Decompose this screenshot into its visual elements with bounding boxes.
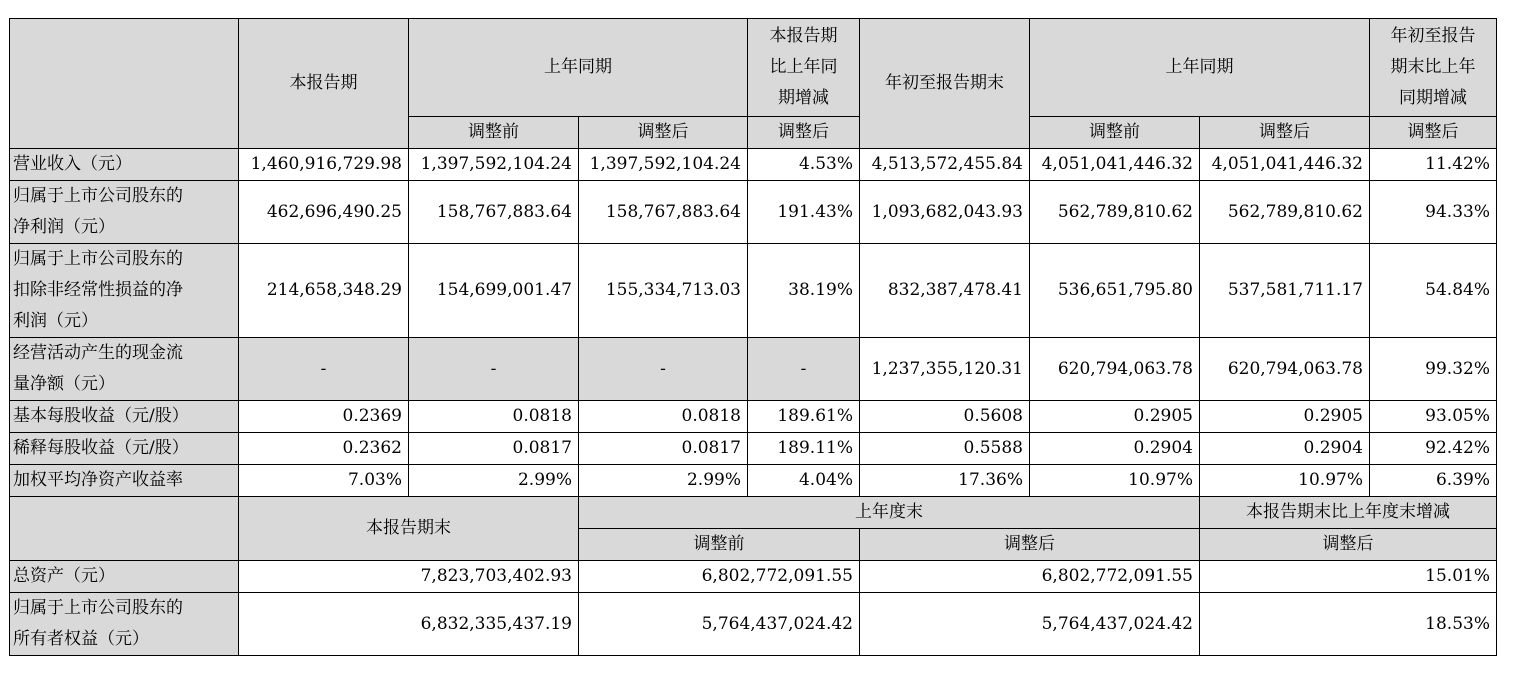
cell-value: 11.42% <box>1370 149 1497 181</box>
cell-value: 10.97% <box>1030 465 1200 497</box>
row-label <box>10 593 239 656</box>
header-ytd-change-line: 期末比上年 <box>1390 57 1476 77</box>
header2-before-adj: 调整前 <box>579 529 860 561</box>
cell-value: - <box>579 338 748 401</box>
cell-value: 562,789,810.62 <box>1200 181 1370 244</box>
cell-value: 158,767,883.64 <box>579 181 748 244</box>
table-row <box>10 181 1497 244</box>
cell-value: 158,767,883.64 <box>409 181 579 244</box>
cell-value: 7,823,703,402.93 <box>239 561 579 593</box>
cell-value: 6,802,772,091.55 <box>579 561 860 593</box>
header-before-adj-2: 调整前 <box>1030 117 1200 149</box>
header2-period-end: 本报告期末 <box>239 497 579 561</box>
header-after-adj: 调整后 <box>579 117 748 149</box>
financial-table-container <box>9 18 1497 656</box>
header-ytd-change-line: 年初至报告 <box>1390 26 1476 46</box>
cell-value: 92.42% <box>1370 433 1497 465</box>
cell-value: 94.33% <box>1370 181 1497 244</box>
header2-change: 本报告期末比上年度末增减 <box>1200 497 1497 529</box>
cell-value: 154,699,001.47 <box>409 244 579 338</box>
row-label <box>10 465 239 497</box>
header2-after-adj: 调整后 <box>860 529 1200 561</box>
row-label <box>10 181 239 244</box>
cell-value: 562,789,810.62 <box>1030 181 1200 244</box>
cell-value: 537,581,711.17 <box>1200 244 1370 338</box>
cell-value: 0.5588 <box>860 433 1030 465</box>
cell-value: 1,397,592,104.24 <box>579 149 748 181</box>
cell-value: 4,051,041,446.32 <box>1200 149 1370 181</box>
header2-change-after-adj: 调整后 <box>1200 529 1497 561</box>
cell-value: 6,802,772,091.55 <box>860 561 1200 593</box>
cell-value: 4.04% <box>748 465 860 497</box>
row-label-line: 经营活动产生的现金流 <box>13 343 183 363</box>
cell-value: 536,651,795.80 <box>1030 244 1200 338</box>
cell-value: 54.84% <box>1370 244 1497 338</box>
cell-value: 1,460,916,729.98 <box>239 149 409 181</box>
cell-value: 38.19% <box>748 244 860 338</box>
cell-value: - <box>239 338 409 401</box>
header2-last-year-end: 上年度末 <box>579 497 1200 529</box>
cell-value: 0.0818 <box>409 401 579 433</box>
row-label-line: 归属于上市公司股东的 <box>13 249 183 269</box>
cell-value: 0.5608 <box>860 401 1030 433</box>
cell-value: 462,696,490.25 <box>239 181 409 244</box>
row-label-line: 净利润（元） <box>13 217 115 237</box>
cell-value: 2.99% <box>579 465 748 497</box>
cell-value: 6.39% <box>1370 465 1497 497</box>
cell-value: 155,334,713.03 <box>579 244 748 338</box>
row-label-line: 所有者权益（元） <box>13 629 149 649</box>
table-row <box>10 465 1497 497</box>
cell-value: 1,237,355,120.31 <box>860 338 1030 401</box>
cell-value: - <box>748 338 860 401</box>
header-change-line: 比上年同 <box>769 57 838 77</box>
cell-value: 4,513,572,455.84 <box>860 149 1030 181</box>
cell-value: 6,832,335,437.19 <box>239 593 579 656</box>
cell-value: 99.32% <box>1370 338 1497 401</box>
cell-value: 1,397,592,104.24 <box>409 149 579 181</box>
cell-value: 18.53% <box>1200 593 1497 656</box>
cell-value: 2.99% <box>409 465 579 497</box>
cell-value: 620,794,063.78 <box>1200 338 1370 401</box>
financial-summary-table <box>9 18 1497 656</box>
cell-value: 191.43% <box>748 181 860 244</box>
header-ytd: 年初至报告期末 <box>860 19 1030 149</box>
table-row <box>10 433 1497 465</box>
header-change-after-adj: 调整后 <box>748 117 860 149</box>
row-label-line: 利润（元） <box>13 311 98 331</box>
row-label-line: 归属于上市公司股东的 <box>13 598 183 618</box>
cell-value: 17.36% <box>860 465 1030 497</box>
header-before-adj: 调整前 <box>409 117 579 149</box>
cell-value: - <box>409 338 579 401</box>
row-label <box>10 561 239 593</box>
table-row <box>10 338 1497 401</box>
cell-value: 15.01% <box>1200 561 1497 593</box>
table-row <box>10 244 1497 338</box>
cell-value: 0.0817 <box>579 433 748 465</box>
header-ytd-change-after-adj: 调整后 <box>1370 117 1497 149</box>
row-label-line: 归属于上市公司股东的 <box>13 186 183 206</box>
row-label <box>10 149 239 181</box>
cell-value: 93.05% <box>1370 401 1497 433</box>
row-label <box>10 244 239 338</box>
cell-value: 0.2905 <box>1030 401 1200 433</box>
row-label-line: 扣除非经常性损益的净 <box>13 280 183 300</box>
cell-value: 0.2904 <box>1200 433 1370 465</box>
row-label-line: 加权平均净资产收益率 <box>13 470 183 490</box>
header2-blank-cell <box>10 497 239 561</box>
header-change <box>748 19 860 117</box>
header-ytd-change <box>1370 19 1497 117</box>
cell-value: 7.03% <box>239 465 409 497</box>
cell-value: 0.2369 <box>239 401 409 433</box>
cell-value: 0.0817 <box>409 433 579 465</box>
cell-value: 214,658,348.29 <box>239 244 409 338</box>
cell-value: 189.61% <box>748 401 860 433</box>
row-label-line: 稀释每股收益（元/股） <box>13 438 189 458</box>
header-last-year-same-2: 上年同期 <box>1030 19 1370 117</box>
cell-value: 4.53% <box>748 149 860 181</box>
cell-value: 0.2362 <box>239 433 409 465</box>
table-row <box>10 593 1497 656</box>
row-label-line: 基本每股收益（元/股） <box>13 406 189 426</box>
row-label <box>10 401 239 433</box>
cell-value: 0.0818 <box>579 401 748 433</box>
cell-value: 5,764,437,024.42 <box>579 593 860 656</box>
cell-value: 189.11% <box>748 433 860 465</box>
header-change-line: 期增减 <box>778 88 829 108</box>
header-blank-cell <box>10 19 239 149</box>
table-row <box>10 149 1497 181</box>
header-current-period: 本报告期 <box>239 19 409 149</box>
row-label-line: 营业收入（元） <box>13 154 132 174</box>
cell-value: 620,794,063.78 <box>1030 338 1200 401</box>
row-label-line: 量净额（元） <box>13 374 115 394</box>
cell-value: 832,387,478.41 <box>860 244 1030 338</box>
cell-value: 4,051,041,446.32 <box>1030 149 1200 181</box>
cell-value: 1,093,682,043.93 <box>860 181 1030 244</box>
row-label <box>10 338 239 401</box>
row-label <box>10 433 239 465</box>
row-label-line: 总资产（元） <box>13 566 115 586</box>
cell-value: 5,764,437,024.42 <box>860 593 1200 656</box>
table-row <box>10 401 1497 433</box>
cell-value: 10.97% <box>1200 465 1370 497</box>
cell-value: 0.2904 <box>1030 433 1200 465</box>
cell-value: 0.2905 <box>1200 401 1370 433</box>
header-change-line: 本报告期 <box>769 26 838 46</box>
header-after-adj-2: 调整后 <box>1200 117 1370 149</box>
table-row <box>10 561 1497 593</box>
header-last-year-same: 上年同期 <box>409 19 748 117</box>
header-ytd-change-line: 同期增减 <box>1399 88 1467 108</box>
